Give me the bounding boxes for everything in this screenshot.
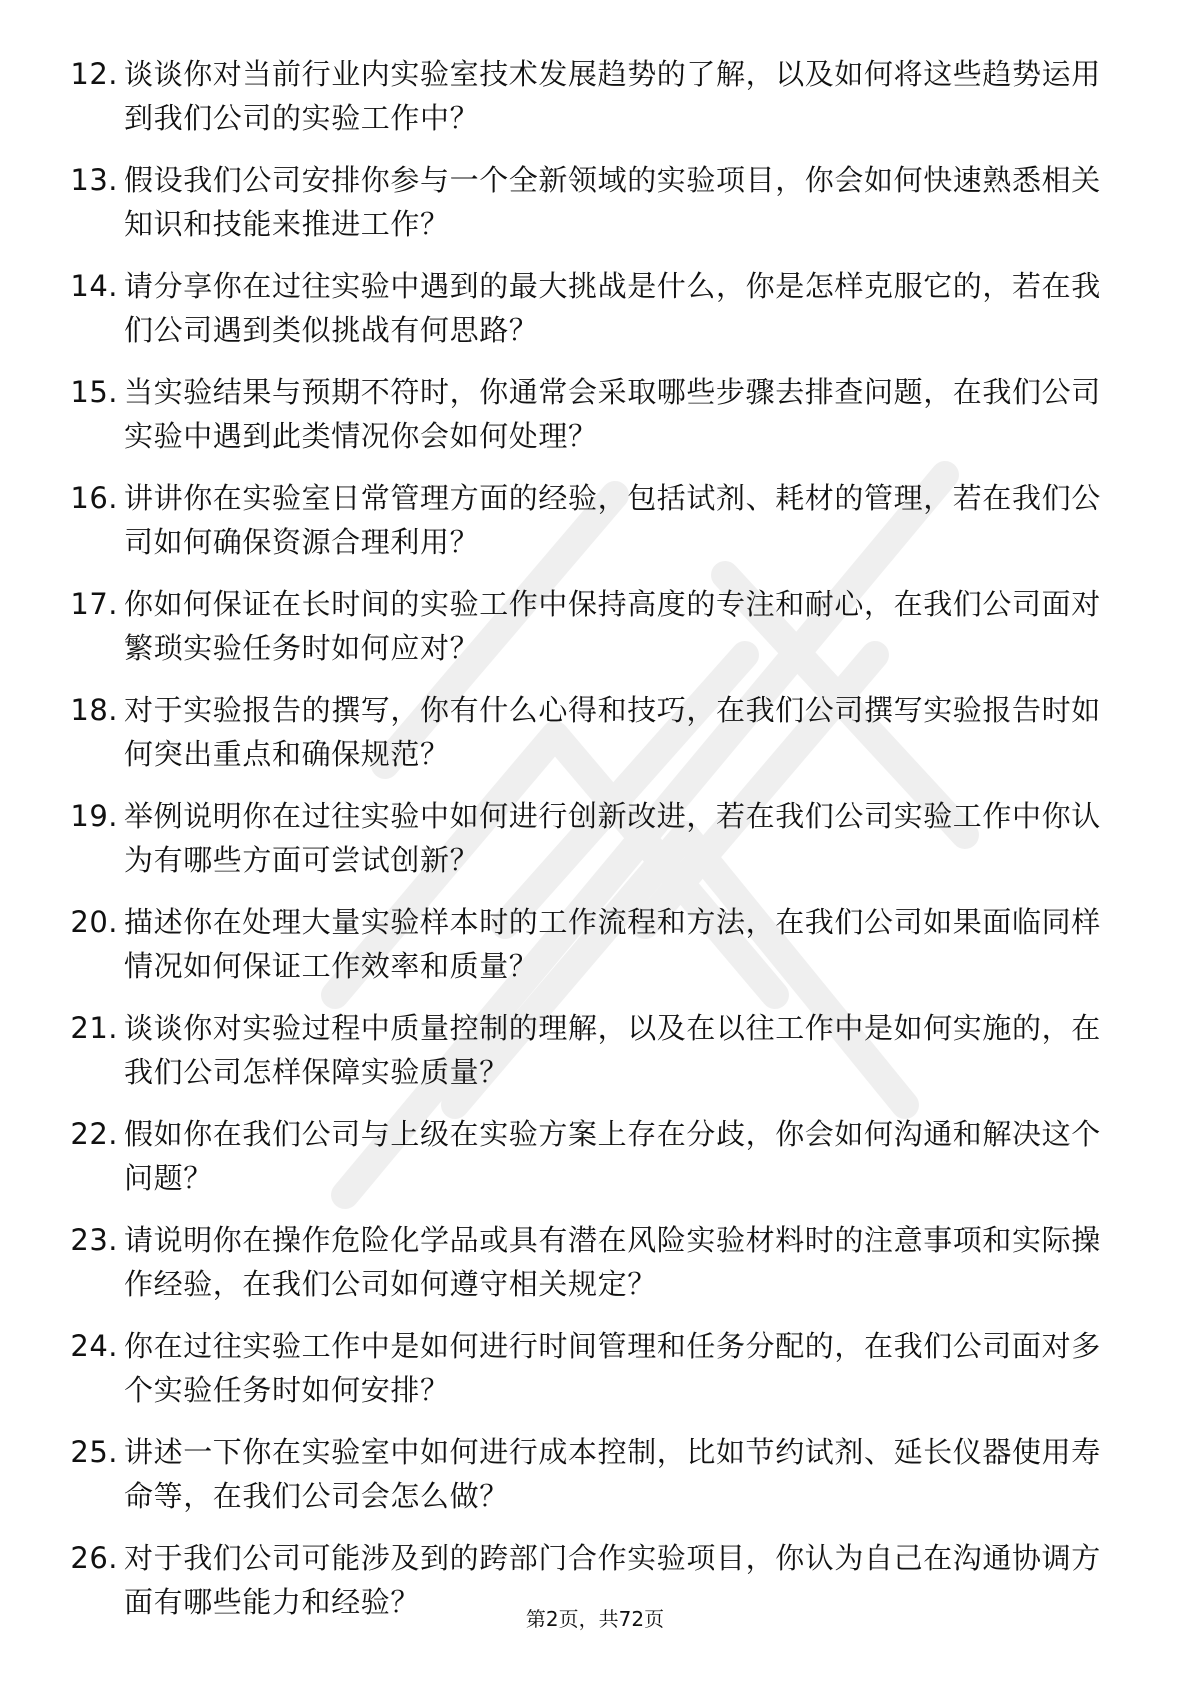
question-number: 13. (70, 163, 118, 197)
question-text: 假如你在我们公司与上级在实验方案上存在分歧，你会如何沟通和解决这个问题？ (124, 1117, 1101, 1195)
question-text: 你如何保证在长时间的实验工作中保持高度的专注和耐心，在我们公司面对繁琐实验任务时如何应对？ (124, 587, 1101, 665)
question-text: 谈谈你对实验过程中质量控制的理解，以及在以往工作中是如何实施的，在我们公司怎样保障实验质量？ (124, 1011, 1101, 1089)
question-item-25 (52, 1430, 1112, 1536)
question-text: 描述你在处理大量实验样本时的工作流程和方法，在我们公司如果面临同样情况如何保证工作效率和质量？ (124, 905, 1101, 983)
question-text: 对于实验报告的撰写，你有什么心得和技巧，在我们公司撰写实验报告时如何突出重点和确保规范？ (124, 693, 1101, 771)
question-text: 讲讲你在实验室日常管理方面的经验，包括试剂、耗材的管理，若在我们公司如何确保资源合理利用？ (124, 481, 1101, 559)
question-number: 23. (70, 1223, 118, 1257)
question-list (52, 52, 1112, 1642)
question-text: 对于我们公司可能涉及到的跨部门合作实验项目，你认为自己在沟通协调方面有哪些能力和经验？ (124, 1541, 1101, 1619)
question-text: 你在过往实验工作中是如何进行时间管理和任务分配的，在我们公司面对多个实验任务时如何安排？ (124, 1329, 1101, 1407)
question-text: 当实验结果与预期不符时，你通常会采取哪些步骤去排查问题，在我们公司实验中遇到此类情况你会如何处理？ (124, 375, 1101, 453)
question-item-24 (52, 1324, 1112, 1430)
question-item-21 (52, 1006, 1112, 1112)
question-item-16 (52, 476, 1112, 582)
question-text: 讲述一下你在实验室中如何进行成本控制，比如节约试剂、延长仪器使用寿命等，在我们公司会怎么做？ (124, 1435, 1101, 1513)
question-number: 24. (70, 1329, 118, 1363)
question-item-17 (52, 582, 1112, 688)
question-number: 25. (70, 1435, 118, 1469)
question-number: 15. (70, 375, 118, 409)
question-item-23 (52, 1218, 1112, 1324)
question-number: 22. (70, 1117, 118, 1151)
question-number: 17. (70, 587, 118, 621)
page-footer: 第2页，共72页 (525, 1607, 665, 1631)
question-number: 26. (70, 1541, 118, 1575)
question-text: 谈谈你对当前行业内实验室技术发展趋势的了解，以及如何将这些趋势运用到我们公司的实验工作中？ (124, 57, 1101, 135)
question-item-22 (52, 1112, 1112, 1218)
question-number: 14. (70, 269, 118, 303)
question-number: 19. (70, 799, 118, 833)
question-item-15 (52, 370, 1112, 476)
question-number: 21. (70, 1011, 118, 1045)
question-text: 举例说明你在过往实验中如何进行创新改进，若在我们公司实验工作中你认为有哪些方面可尝试创新？ (124, 799, 1101, 877)
question-text: 请分享你在过往实验中遇到的最大挑战是什么，你是怎样克服它的，若在我们公司遇到类似挑战有何思路？ (124, 269, 1101, 347)
question-item-13 (52, 158, 1112, 264)
question-number: 12. (70, 57, 118, 91)
question-item-18 (52, 688, 1112, 794)
question-number: 18. (70, 693, 118, 727)
question-item-14 (52, 264, 1112, 370)
question-number: 16. (70, 481, 118, 515)
question-number: 20. (70, 905, 118, 939)
question-text: 请说明你在操作危险化学品或具有潜在风险实验材料时的注意事项和实际操作经验，在我们公司如何遵守相关规定？ (124, 1223, 1101, 1301)
question-item-20 (52, 900, 1112, 1006)
question-item-19 (52, 794, 1112, 900)
question-text: 假设我们公司安排你参与一个全新领域的实验项目，你会如何快速熟悉相关知识和技能来推进工作？ (124, 163, 1101, 241)
question-item-12 (52, 52, 1112, 158)
